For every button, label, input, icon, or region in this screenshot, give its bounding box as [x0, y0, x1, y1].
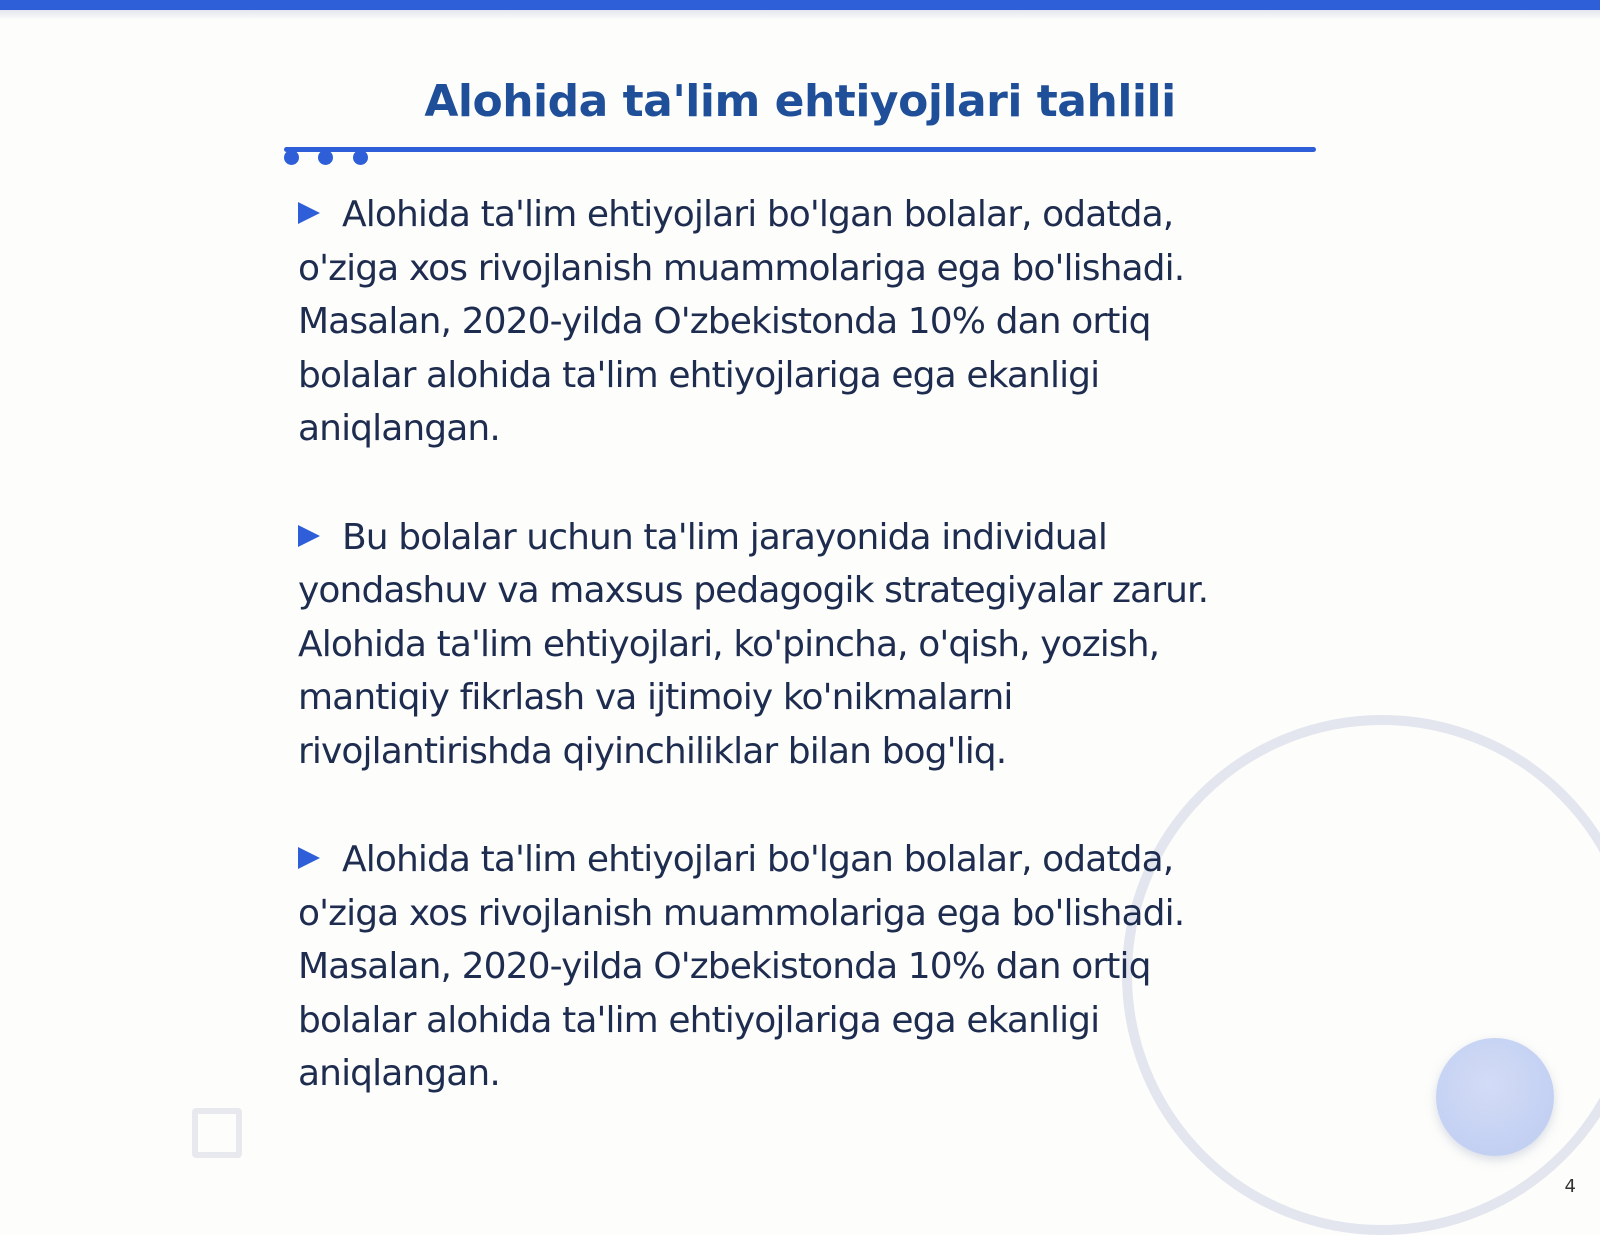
- bullet-item: [298, 188, 1258, 456]
- title-dot: [353, 150, 368, 165]
- triangle-bullet-icon: [298, 525, 320, 547]
- bullet-list: [298, 188, 1258, 1156]
- triangle-bullet-icon: [298, 202, 320, 224]
- bullet-line: Alohida ta'lim ehtiyojlari bo'lgan bolalar, odatda,: [342, 839, 1174, 880]
- bullet-line: bolalar alohida ta'lim ehtiyojlariga ega ekanligi: [298, 354, 1100, 396]
- title-dot: [318, 150, 333, 165]
- bullet-line: aniqlangan.: [298, 1053, 500, 1094]
- bullet-line: aniqlangan.: [298, 408, 500, 449]
- bullet-line: yondashuv va maxsus pedagogik strategiyalar zarur.: [298, 570, 1209, 611]
- decorative-circle: [1436, 1038, 1554, 1156]
- bullet-line: o'ziga xos rivojlanish muammolariga ega bo'lishadi.: [298, 892, 1185, 934]
- bullet-line: Alohida ta'lim ehtiyojlari bo'lgan bolalar, odatda,: [342, 194, 1174, 235]
- bullet-item: [298, 511, 1258, 779]
- bullet-line: Masalan, 2020-yilda O'zbekistonda 10% dan ortiq: [298, 301, 1151, 342]
- bullet-line: rivojlantirishda qiyinchiliklar bilan bog'liq.: [298, 730, 1007, 772]
- bullet-line: Bu bolalar uchun ta'lim jarayonida individual: [342, 516, 1107, 558]
- title-dot: [284, 150, 299, 165]
- bullet-line: Masalan, 2020-yilda O'zbekistonda 10% dan ortiq: [298, 946, 1151, 987]
- page-number: 4: [1564, 1176, 1576, 1197]
- decorative-square: [192, 1108, 242, 1158]
- bullet-item: [298, 833, 1258, 1101]
- bullet-line: bolalar alohida ta'lim ehtiyojlariga ega ekanligi: [298, 999, 1100, 1041]
- bullet-line: o'ziga xos rivojlanish muammolariga ega bo'lishadi.: [298, 247, 1185, 289]
- top-accent-bar: [0, 0, 1600, 10]
- title-underline: [284, 147, 1316, 152]
- bullet-line: mantiqiy fikrlash va ijtimoiy ko'nikmalarni: [298, 677, 1013, 718]
- top-bar-shadow: [0, 10, 1600, 20]
- bullet-line: Alohida ta'lim ehtiyojlari, ko'pincha, o'qish, yozish,: [298, 623, 1160, 665]
- slide-title: Alohida ta'lim ehtiyojlari tahlili: [424, 76, 1176, 127]
- triangle-bullet-icon: [298, 847, 320, 869]
